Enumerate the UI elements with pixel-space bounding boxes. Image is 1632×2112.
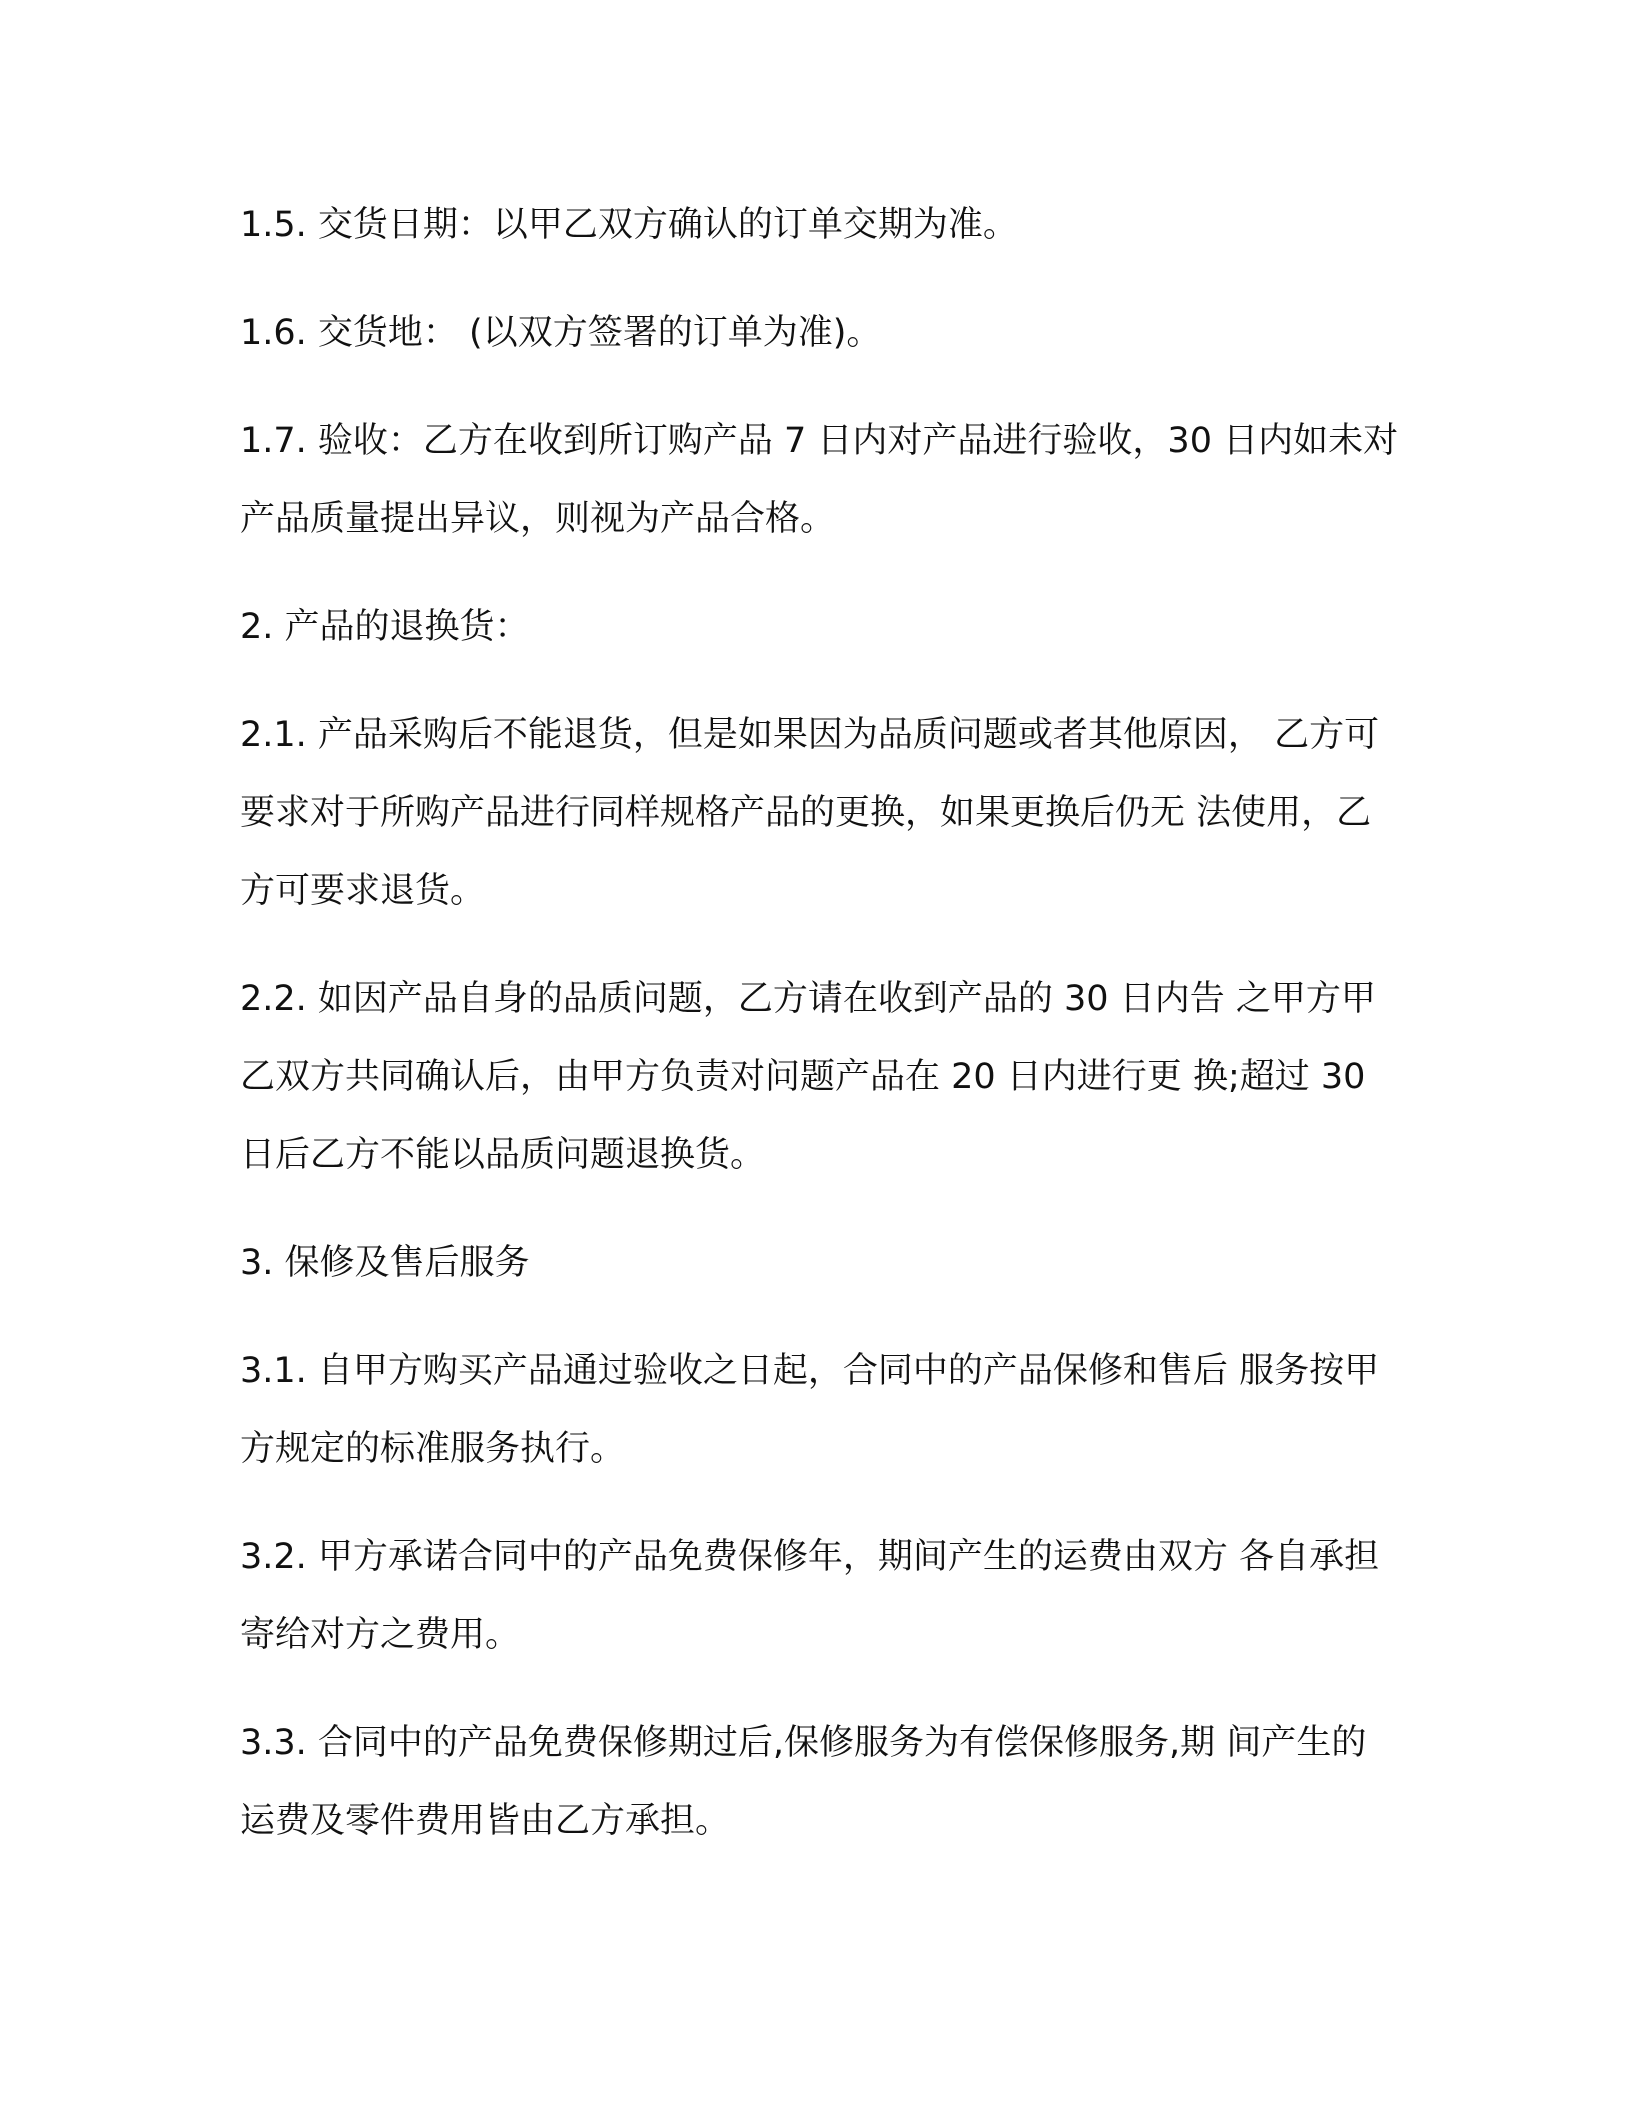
paragraph-line: 各自承担寄给对方之费用。: [240, 1537, 1380, 1655]
paragraph-line: 1.7. 验收：乙方在收到所订购产品 7 日内对产品进行验收，30: [240, 421, 1212, 461]
paragraph-line: 1.5. 交货日期：以甲乙双方确认的订单交期为准。: [240, 205, 1018, 245]
paragraph-line: 日内如未对产品质量提出异议，则视为产品合格。: [240, 421, 1399, 539]
paragraph-line: 1.6. 交货地： (以双方签署的订单为准)。: [240, 313, 882, 353]
paragraph-line: 乙方可要求对于所购产品进行同样规格产品的更换，如果更换后仍无: [240, 715, 1380, 833]
paragraph-1-6: [240, 294, 1400, 372]
document-body: [240, 186, 1400, 1890]
paragraph-line: 服务按甲方规定的标准服务执行。: [240, 1351, 1380, 1469]
paragraph-line: 3.3. 合同中的产品免费保修期过后,保修服务为有偿保修服务,期: [240, 1723, 1216, 1763]
paragraph-3: [240, 1224, 1400, 1302]
paragraph-3-2: [240, 1518, 1400, 1674]
paragraph-2-1: [240, 696, 1400, 930]
paragraph-line: 换;超过 30 日后乙方不能以品质问题退换货。: [240, 1057, 1366, 1175]
paragraph-3-3: [240, 1704, 1400, 1860]
paragraph-1-5: [240, 186, 1400, 264]
section-heading: 2. 产品的退换货：: [240, 607, 530, 647]
paragraph-line: 2.2. 如因产品自身的品质问题，乙方请在收到产品的 30 日内告: [240, 979, 1225, 1019]
paragraph-line: 3.2. 甲方承诺合同中的产品免费保修年，期间产生的运费由双方: [240, 1537, 1228, 1577]
paragraph-line: 之甲方甲乙双方共同确认后，由甲方负责对问题产品在 20 日内进行更: [240, 979, 1376, 1097]
paragraph-1-7: [240, 402, 1400, 558]
paragraph-2-2: [240, 960, 1400, 1194]
paragraph-2: [240, 588, 1400, 666]
paragraph-line: 间产生的运费及零件费用皆由乙方承担。: [240, 1723, 1367, 1841]
paragraph-3-1: [240, 1332, 1400, 1488]
paragraph-line: 法使用，乙方可要求退货。: [240, 793, 1372, 911]
paragraph-line: 3.1. 自甲方购买产品通过验收之日起，合同中的产品保修和售后: [240, 1351, 1228, 1391]
section-heading: 3. 保修及售后服务: [240, 1243, 530, 1283]
paragraph-line: 2.1. 产品采购后不能退货，但是如果因为品质问题或者其他原因，: [240, 715, 1263, 755]
